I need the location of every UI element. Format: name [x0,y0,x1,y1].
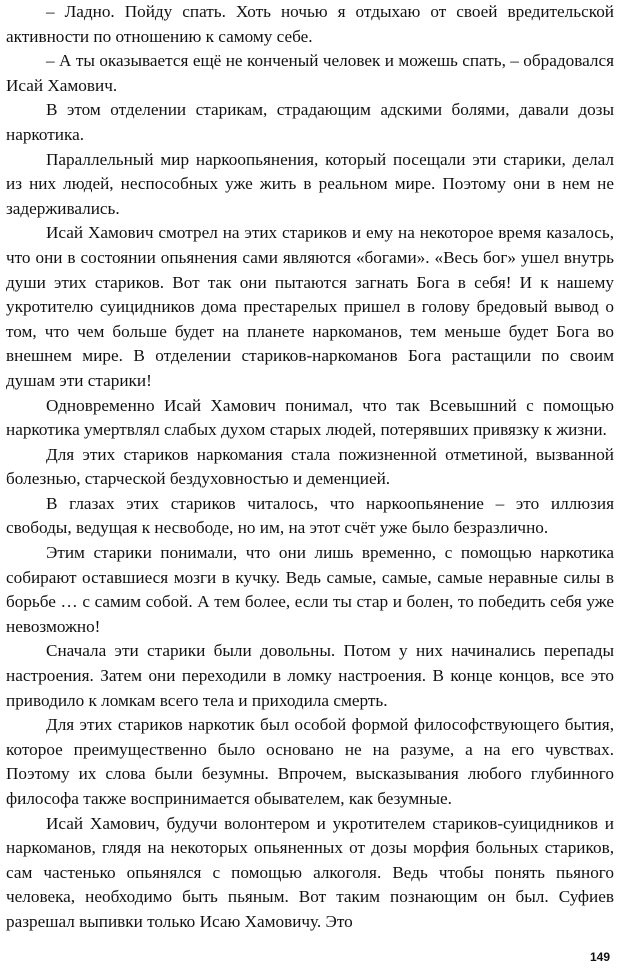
paragraph: – А ты оказывается ещё не конченый человек и можешь спать, – обрадовался Исай Хамович. [6,51,614,95]
paragraph: В глазах этих стариков читалось, что наркоопьянение – это иллюзия свободы, ведущая к несвободе, но им, на этот счёт уже было безразлично. [6,493,614,538]
page-number: 149 [589,950,610,964]
paragraph: Параллельный мир наркоопьянения, который посещали эти старики, делал из них людей, неспособных уже жить в реальном мире. Поэтому они в нем не задерживались. [6,149,614,218]
paragraph: Для этих стариков наркомания стала пожизненной отметиной, вызванной болезнью, старческой бездуховностью и деменцией. [6,444,614,489]
paragraph: Этим старики понимали, что они лишь временно, с помощью наркотика собирают оставшиеся мозги в кучку. Ведь самые, самые, самые неравные силы в борьбе … с самим собой. А тем более, если ты стар и болен, то победить себя уже невозможно! [6,543,614,636]
paragraph: Сначала эти старики были довольны. Потом у них начинались перепады настроения. Затем они переходили в ломку настроения. В конце концов, все это приводило к ломкам всего тела и приходила смерть. [6,641,614,710]
paragraph: – Ладно. Пойду спать. Хоть ночью я отдыхаю от своей вредительской активности по отношению к самому себе. [6,2,614,46]
paragraph: Для этих стариков наркотик был особой формой философствующего бытия, которое преимущественно было основано не на разуме, а на его чувствах. Поэтому их слова были безумны. Впрочем, высказывания любого глубинного философа также воспринимается обывателем, как безумные. [6,715,614,808]
page-text [6,0,614,935]
paragraph: Одновременно Исай Хамович понимал, что так Всевышний с помощью наркотика умертвлял слабых духом старых людей, потерявших привязку к жизни. [6,395,614,440]
paragraph: Исай Хамович, будучи волонтером и укротителем стариков-суицидников и наркоманов, глядя на некоторых опьяненных от дозы морфия больных стариков, сам частенько опьянялся с помощью алкоголя. Ведь чтобы понять пьяного человека, необходимо быть пьяным. Вот таким познающим он был. Суфиев разрешал выпивки только Исаю Хамовичу. Это [6,813,614,931]
paragraph: Исай Хамович смотрел на этих стариков и ему на некоторое время казалось, что они в состоянии опьянения сами являются «богами». «Весь бог» ушел внутрь души этих стариков. Вот так они пытаются загнать Бога в себя! И к нашему укротителю суицидников дома престарелых пришел в голову бредовый вывод о том, что чем больше будет на планете наркоманов, тем меньше будет Бога во внешнем мире. В отделении стариков-наркоманов Бога растащили по своим душам эти старики! [6,223,614,390]
paragraph: В этом отделении старикам, страдающим адскими болями, давали дозы наркотика. [6,100,614,144]
